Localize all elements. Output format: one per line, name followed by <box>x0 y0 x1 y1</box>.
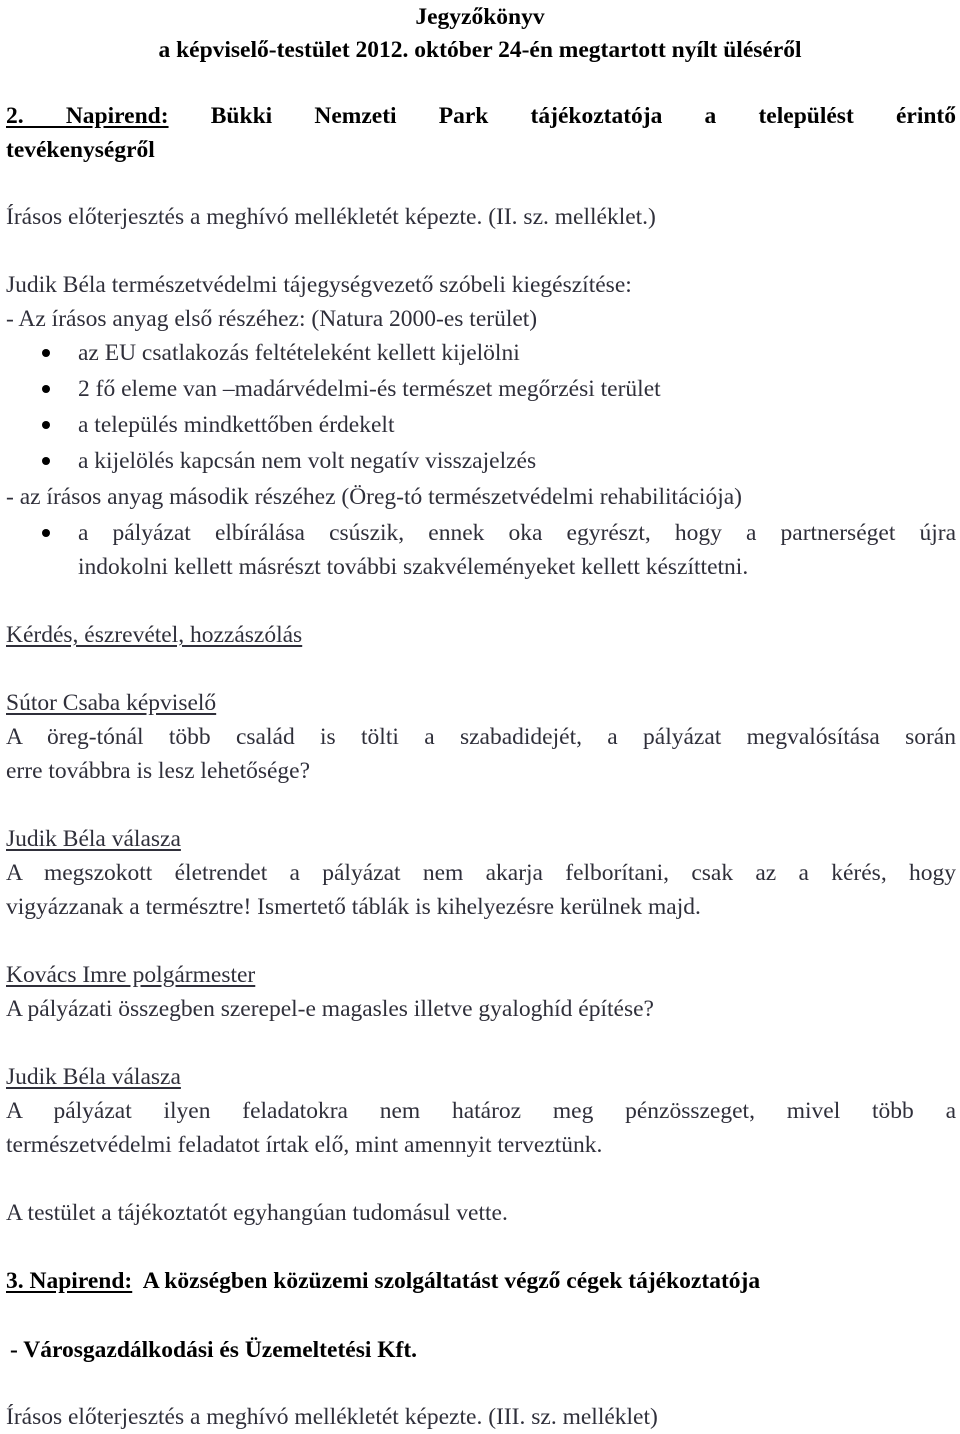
list-item <box>42 516 956 550</box>
a1-speaker <box>6 822 956 856</box>
q2-line1: A pályázati összegben szerepel-e magasles illetve gyaloghíd építése? <box>6 996 654 1022</box>
agenda-2-written-note: Írásos előterjesztés a meghívó mellékletét képezte. (II. sz. melléklet.) <box>6 204 656 230</box>
bullet-icon <box>42 421 50 429</box>
list-item <box>42 444 956 478</box>
oral-part-1: - Az írásos anyag első részéhez: (Natura 2000-es terület) <box>6 306 538 332</box>
agenda-2-title-line2: tevékenységről <box>6 137 155 163</box>
q2-speaker <box>6 958 956 992</box>
bullet-icon <box>42 385 50 393</box>
agenda-3-subtitle: - Városgazdálkodási és Üzemeltetési Kft. <box>10 1337 418 1363</box>
list-item <box>42 408 956 442</box>
document-title: Jegyzőkönyv <box>415 4 545 30</box>
list-item <box>42 336 956 370</box>
a2-line1: A pályázat ilyen feladatokra nem határoz meg pénzösszeget, mivel több a <box>6 1098 956 1124</box>
a2-speaker <box>6 1060 956 1094</box>
q2-speaker-text: Kovács Imre polgármester <box>6 962 256 988</box>
agenda-2-heading <box>6 99 956 133</box>
bullet-icon <box>42 529 50 537</box>
agenda-3-number: 3. Napirend: <box>6 1268 133 1294</box>
agenda-2-title-line1: Bükki Nemzeti Park tájékoztatója a települést érintő <box>210 103 956 129</box>
a2-speaker-text: Judik Béla válasza <box>6 1064 181 1090</box>
agenda-3-title: A községben közüzemi szolgáltatást végző cégek tájékoztatója <box>142 1268 761 1294</box>
agenda-3-written-note: Írásos előterjesztés a meghívó mellékletét képezte. (III. sz. melléklet) <box>6 1404 658 1430</box>
a2-line2: természetvédelmi feladatot írtak elő, mint amennyit terveztünk. <box>6 1132 603 1158</box>
list-item-text: a kijelölés kapcsán nem volt negatív visszajelzés <box>78 448 537 474</box>
agenda-3-heading <box>6 1264 956 1298</box>
list-item-text: az EU csatlakozás feltételeként kellett kijelölni <box>78 340 520 366</box>
questions-heading-text: Kérdés, észrevétel, hozzászólás <box>6 622 303 648</box>
list-item-continuation: indokolni kellett másrészt további szakvéleményeket kellett készíttetni. <box>78 554 749 580</box>
list-item-text: 2 fő eleme van –madárvédelmi-és természet megőrzési terület <box>78 376 661 402</box>
conclusion: A testület a tájékoztatót egyhangúan tudomásul vette. <box>6 1200 508 1226</box>
list-item-text: a pályázat elbírálása csúszik, ennek oka egyrészt, hogy a partnerséget újra <box>78 520 956 546</box>
q1-line1: A öreg-tónál több család is tölti a szabadidejét, a pályázat megvalósítása során <box>6 724 956 750</box>
list-item-text: a település mindkettőben érdekelt <box>78 412 395 438</box>
a1-line2: vigyázzanak a természtre! Ismertető táblák is kihelyezésre kerülnek majd. <box>6 894 701 920</box>
bullet-icon <box>42 349 50 357</box>
questions-heading <box>6 618 956 652</box>
oral-part-2: - az írásos anyag második részéhez (Öreg-tó természetvédelmi rehabilitációja) <box>6 484 742 510</box>
q1-speaker-text: Sútor Csaba képviselő <box>6 690 217 716</box>
a1-line1: A megszokott életrendet a pályázat nem akarja felborítani, csak az a kérés, hogy <box>6 860 956 886</box>
list-item <box>42 372 956 406</box>
document-subtitle: a képviselő-testület 2012. október 24-én megtartott nyílt üléséről <box>158 37 802 63</box>
agenda-2-number: 2. Napirend: <box>6 103 169 129</box>
oral-intro: Judik Béla természetvédelmi tájegységvezető szóbeli kiegészítése: <box>6 272 632 298</box>
a1-speaker-text: Judik Béla válasza <box>6 826 181 852</box>
bullet-icon <box>42 457 50 465</box>
q1-line2: erre továbbra is lesz lehetősége? <box>6 758 311 784</box>
q1-speaker <box>6 686 956 720</box>
